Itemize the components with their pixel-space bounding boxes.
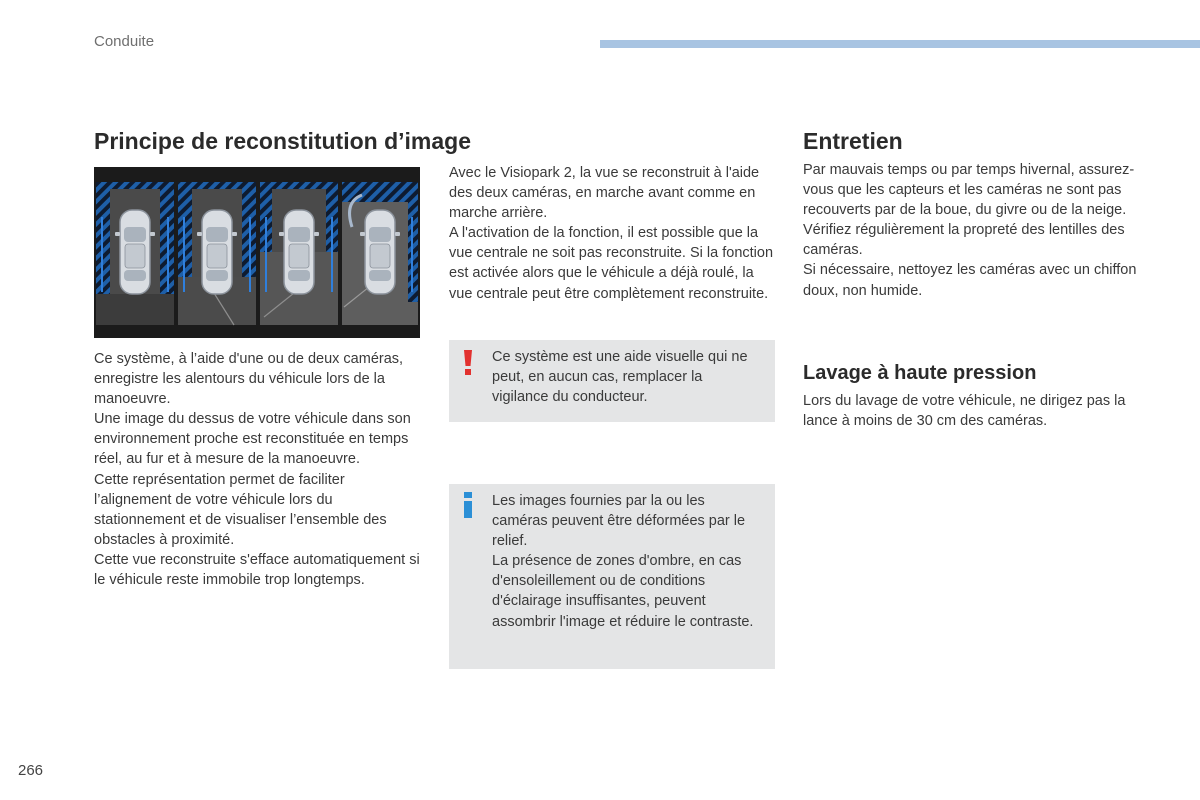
section-title-entretien: Entretien xyxy=(803,128,903,154)
lavage-text: Lors du lavage de votre véhicule, ne dirigez pas la lance à moins de 30 cm des caméras. xyxy=(803,393,1126,430)
principe-mid-text xyxy=(449,163,775,304)
paragraph: A l'activation de la fonction, il est possible que la vue centrale ne soit pas reconstruite. Si la fonction est activée alors que le véhicule a déjà roulé, la vue centrale peut être complètement reconstruite. xyxy=(449,225,774,302)
paragraph: Cette représentation permet de faciliter l’alignement de votre véhicule lors du stationnement et de visualiser l’ensemble des obstacles à proximité. xyxy=(94,471,387,548)
info-box xyxy=(449,484,775,669)
paragraph: Avec le Visiopark 2, la vue se reconstruit à l'aide des deux caméras, en marche avant comme en marche arrière. xyxy=(449,165,760,222)
frame-2 xyxy=(178,182,256,325)
paragraph: Une image du dessus de votre véhicule dans son environnement proche est reconstituée en temps réel, au fur et à mesure de la manoeuvre. xyxy=(94,411,411,468)
exclamation-icon xyxy=(459,350,477,376)
info-text xyxy=(492,491,762,632)
info-icon xyxy=(459,492,477,518)
page-number: 266 xyxy=(18,762,44,779)
entretien-text xyxy=(803,160,1139,301)
frame-4 xyxy=(342,182,418,325)
paragraph: Cette vue reconstruite s'efface automatiquement si le véhicule reste immobile trop longtemps. xyxy=(94,551,420,589)
warning-text: Ce système est une aide visuelle qui ne peut, en aucun cas, remplacer la vigilance du conducteur. xyxy=(492,349,748,406)
frame-3 xyxy=(260,182,338,325)
paragraph: La présence de zones d'ombre, en cas d'ensoleillement ou de conditions d'éclairage insuffisantes, peuvent assombrir l'image et réduire le contraste. xyxy=(492,553,754,630)
section-title-principe: Principe de reconstitution d’image xyxy=(94,128,472,154)
paragraph: Les images fournies par la ou les caméras peuvent être déformées par le relief. xyxy=(492,493,746,550)
header-accent-bar xyxy=(600,40,1200,48)
warning-box xyxy=(449,340,775,422)
paragraph: Si nécessaire, nettoyez les caméras avec un chiffon doux, non humide. xyxy=(803,262,1137,299)
paragraph: Ce système, à l’aide d'une ou de deux caméras, enregistre les alentours du véhicule lors de la manoeuvre. xyxy=(94,351,404,408)
paragraph: Par mauvais temps ou par temps hivernal, assurez-vous que les capteurs et les caméras ne sont pas recouverts par de la boue, du givre ou de la neige. xyxy=(803,162,1135,219)
frame-1 xyxy=(96,182,174,325)
parking-reconstruction-illustration xyxy=(94,167,420,338)
section-label: Conduite xyxy=(94,33,155,50)
principe-left-text xyxy=(94,349,424,590)
subsection-title-lavage: Lavage à haute pression xyxy=(803,362,1037,384)
paragraph: Vérifiez régulièrement la propreté des lentilles des caméras. xyxy=(803,222,1125,259)
